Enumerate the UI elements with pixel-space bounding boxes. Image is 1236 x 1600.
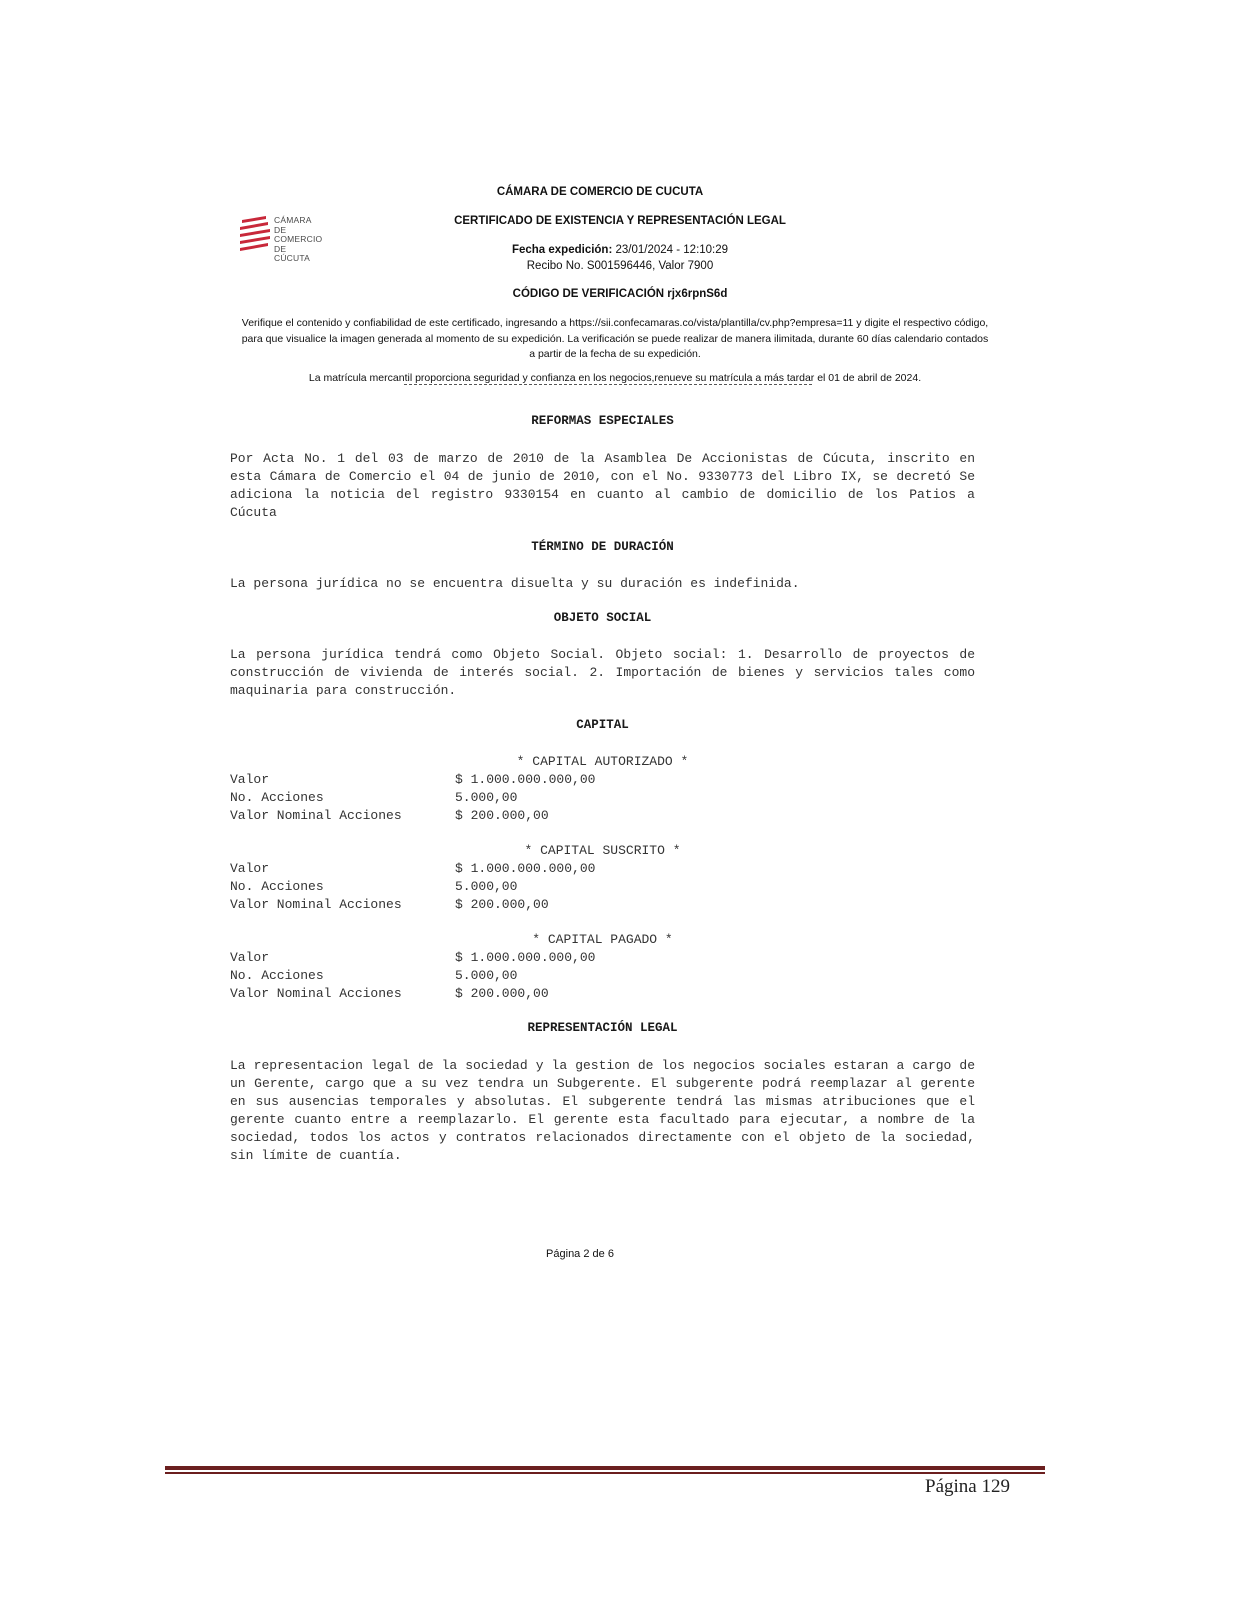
- row-label: Valor: [230, 772, 270, 787]
- issue-date-value: 23/01/2024 - 12:10:29: [615, 244, 729, 256]
- row-value: 5.000,00: [455, 790, 518, 805]
- row-label: Valor Nominal Acciones: [230, 986, 402, 1001]
- row-label: Valor: [230, 950, 270, 965]
- certificate-title: CERTIFICADO DE EXISTENCIA Y REPRESENTACIÓN LEGAL: [454, 215, 786, 227]
- capital-pagado-nominal-row: [230, 986, 975, 1004]
- termino-text: La persona jurídica no se encuentra disuelta y su duración es indefinida.: [230, 576, 800, 591]
- row-label: No. Acciones: [230, 790, 324, 805]
- capital-pagado-acciones-row: [230, 968, 975, 986]
- capital-suscrito-valor-row: [230, 861, 975, 879]
- row-value: $ 1.000.000.000,00: [455, 861, 596, 876]
- row-value: 5.000,00: [455, 879, 518, 894]
- representacion-text: La representacion legal de la sociedad y la gestion de los negocios sociales estaran a cargo de un Gerente, cargo que a su vez tendra un Subgerente. El subgerente podrá reemplazar al gerente en sus ausencias temporales y absolutas. El subgerente tendrá las mismas atribuciones que el gerente cuanto entre a reemplazarlo. El gerente esta facultado para ejecutar, a nombre de la sociedad, todos los actos y contratos relacionados directamente con el objeto de la sociedad, sin límite de cuantía.: [230, 1058, 975, 1163]
- section-title-objeto: OBJETO SOCIAL: [553, 611, 652, 625]
- capital-suscrito-heading: * CAPITAL SUSCRITO *: [524, 843, 681, 858]
- matricula-notice: La matrícula mercantil proporciona seguridad y confianza en los negocios,renueve su matrícula a más tardar el 01 de abril de 2024.: [308, 372, 922, 384]
- capital-autorizado-acciones-row: [230, 790, 975, 808]
- capital-suscrito-nominal-row: [230, 897, 975, 915]
- issue-date: [410, 244, 830, 256]
- dashed-divider: [404, 384, 812, 385]
- row-value: $ 1.000.000.000,00: [455, 950, 596, 965]
- capital-pagado-heading: * CAPITAL PAGADO *: [532, 932, 673, 947]
- footer-rule-thick: [165, 1466, 1045, 1470]
- receipt-number: Recibo No. S001596446, Valor 7900: [526, 260, 714, 272]
- document-page-number: Página 129: [925, 1476, 1010, 1497]
- row-label: No. Acciones: [230, 968, 324, 983]
- section-title-capital: CAPITAL: [576, 718, 629, 732]
- row-value: $ 1.000.000.000,00: [455, 772, 596, 787]
- row-label: Valor Nominal Acciones: [230, 897, 402, 912]
- chamber-logo-icon: [240, 215, 274, 255]
- row-value: $ 200.000,00: [455, 986, 549, 1001]
- row-label: No. Acciones: [230, 879, 324, 894]
- section-title-representacion: REPRESENTACIÓN LEGAL: [527, 1021, 678, 1035]
- chamber-logo: [240, 215, 323, 263]
- row-label: Valor Nominal Acciones: [230, 808, 402, 823]
- capital-autorizado-valor-row: [230, 772, 975, 790]
- capital-autorizado-nominal-row: [230, 808, 975, 826]
- row-value: $ 200.000,00: [455, 897, 549, 912]
- capital-suscrito-acciones-row: [230, 879, 975, 897]
- capital-pagado-valor-row: [230, 950, 975, 968]
- footer-rule-thin: [165, 1472, 1045, 1474]
- organization-name: CÁMARA DE COMERCIO DE CUCUTA: [496, 186, 704, 198]
- reformas-text: Por Acta No. 1 del 03 de marzo de 2010 de la Asamblea De Accionistas de Cúcuta, inscrito en esta Cámara de Comercio el 04 de junio de 2010, con el No. 9330773 del Libro IX, se decretó Se adiciona la noticia del registro 9330154 en cuanto al cambio de domicilio de los Patios a Cúcuta: [230, 451, 975, 520]
- chamber-logo-text: CÁMARA DE COMERCIO DE CÚCUTA: [274, 215, 323, 263]
- certificate-page-number: Página 2 de 6: [546, 1248, 614, 1260]
- row-value: 5.000,00: [455, 968, 518, 983]
- section-title-termino: TÉRMINO DE DURACIÓN: [531, 540, 674, 554]
- verification-instructions: Verifique el contenido y confiabilidad de este certificado, ingresando a https://sii.confecamaras.co/vista/plantilla/cv.php?empresa=11 y digite el respectivo código, para que visualice la imagen generada al momento de su expedición. La verificación se puede realizar de manera ilimitada, durante 60 días calendario contados a partir de la fecha de su expedición.: [241, 317, 989, 360]
- row-value: $ 200.000,00: [455, 808, 549, 823]
- objeto-text: La persona jurídica tendrá como Objeto Social. Objeto social: 1. Desarrollo de proyectos de construcción de vivienda de interés social. 2. Importación de bienes y servicios tales como maquinaria para construcción.: [230, 647, 975, 698]
- section-title-reformas: REFORMAS ESPECIALES: [531, 414, 674, 428]
- row-label: Valor: [230, 861, 270, 876]
- issue-date-label: Fecha expedición:: [511, 244, 613, 256]
- verification-code: CÓDIGO DE VERIFICACIÓN rjx6rpnS6d: [512, 288, 728, 300]
- capital-autorizado-heading: * CAPITAL AUTORIZADO *: [516, 754, 689, 769]
